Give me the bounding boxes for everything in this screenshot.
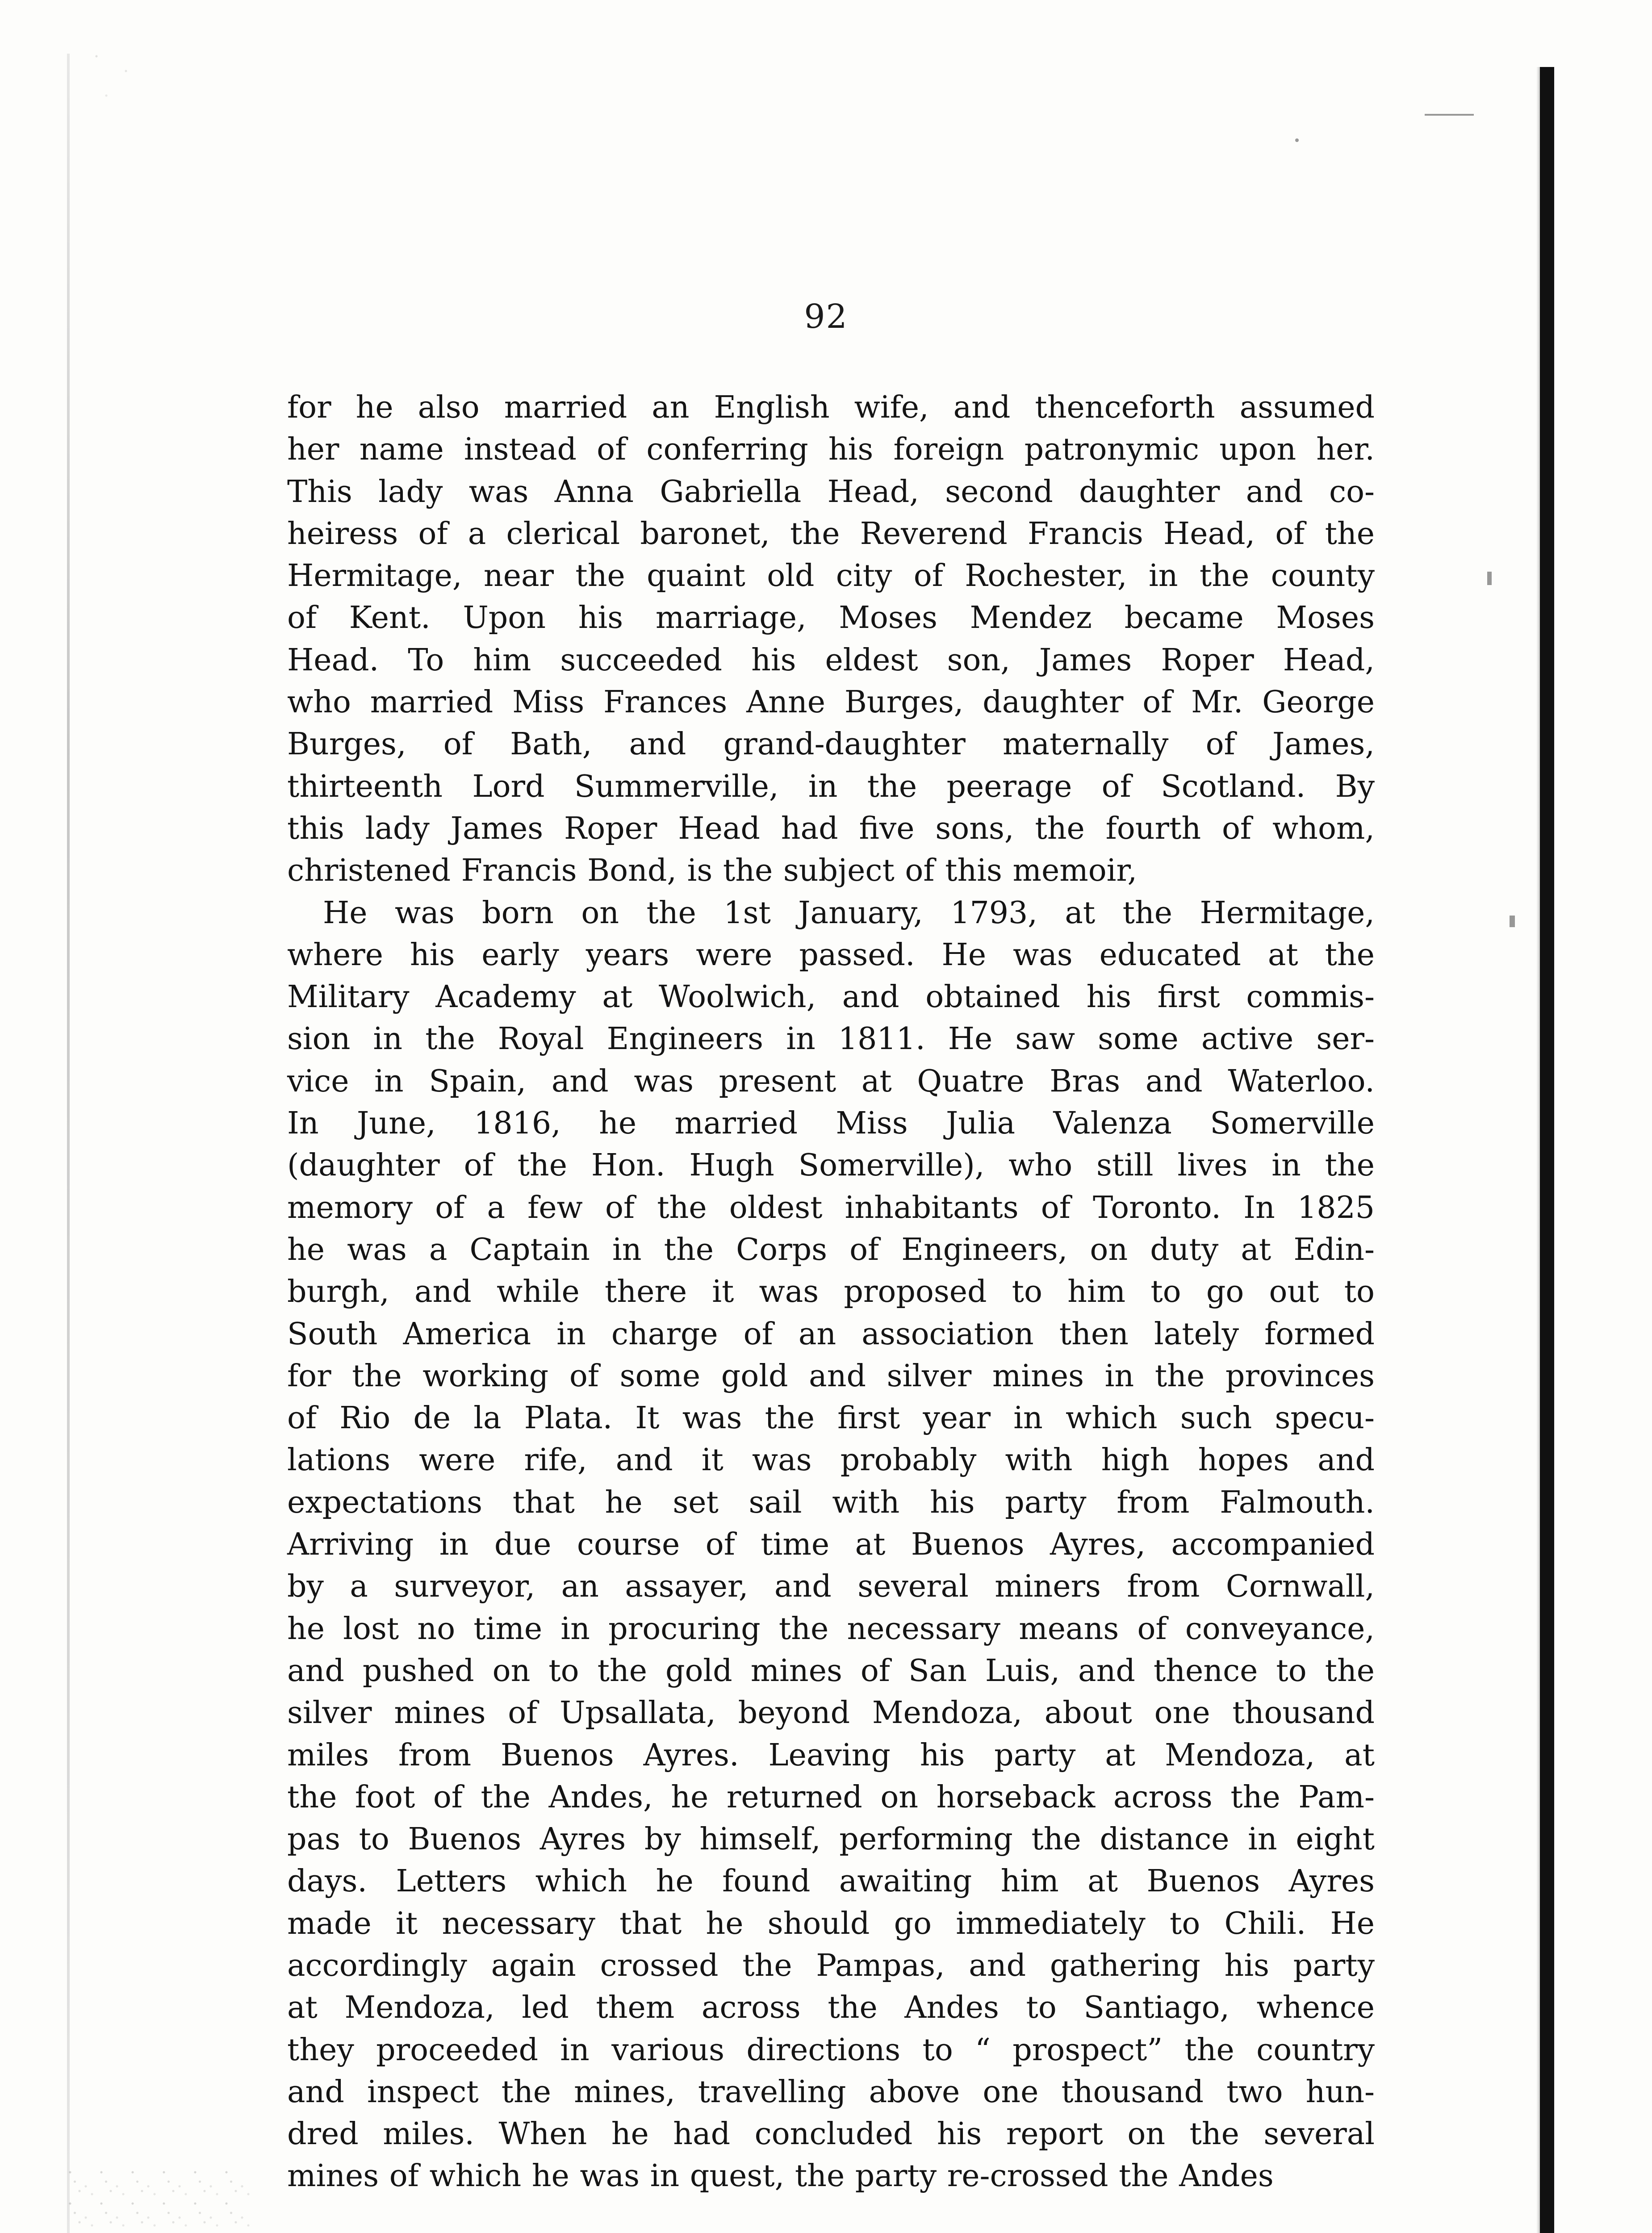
text-line: This lady was Anna Gabriella Head, second daughter and co- <box>287 474 1375 510</box>
text-line: He was born on the 1st January, 1793, at the Hermitage, <box>323 895 1375 931</box>
text-line: dred miles. When he had concluded his report on the several <box>287 2116 1375 2152</box>
scan-mark <box>1425 114 1474 116</box>
text-line: miles from Buenos Ayres. Leaving his party at Mendoza, at <box>287 1737 1375 1773</box>
text-line: Head. To him succeeded his eldest son, James Roper Head, <box>287 642 1375 678</box>
scan-mark <box>1295 138 1299 142</box>
text-line: he was a Captain in the Corps of Engineers, on duty at Edin- <box>287 1232 1375 1267</box>
text-line: who married Miss Frances Anne Burges, daughter of Mr. George <box>287 685 1375 720</box>
text-line: pas to Buenos Ayres by himself, performing the distance in eight <box>287 1822 1375 1857</box>
scan-speckle-bottom-left <box>67 2166 255 2233</box>
text-line: where his early years were passed. He was educated at the <box>287 937 1375 973</box>
text-line: made it necessary that he should go immediately to Chili. He <box>287 1906 1375 1941</box>
text-line: lations were rife, and it was probably with high hopes and <box>287 1443 1375 1478</box>
text-line: Military Academy at Woolwich, and obtained his first commis- <box>287 979 1375 1015</box>
page-number: 92 <box>804 297 848 336</box>
text-line: they proceeded in various directions to “ prospect” the country <box>287 2032 1375 2068</box>
text-line: this lady James Roper Head had five sons, the fourth of whom, <box>287 811 1375 846</box>
text-line: her name instead of conferring his foreign patronymic upon her. <box>287 432 1375 468</box>
text-line: and pushed on to the gold mines of San Luis, and thence to the <box>287 1653 1375 1689</box>
text-line: Hermitage, near the quaint old city of Rochester, in the county <box>287 558 1375 594</box>
text-line: In June, 1816, he married Miss Julia Valenza Somerville <box>287 1106 1375 1142</box>
right-margin-bar <box>1540 67 1554 2233</box>
text-line: accordingly again crossed the Pampas, and gathering his party <box>287 1948 1375 1983</box>
text-line: mines of which he was in quest, the party re-crossed the Andes <box>287 2158 1274 2194</box>
text-line: burgh, and while there it was proposed to him to go out to <box>287 1274 1375 1310</box>
text-line: the foot of the Andes, he returned on horseback across the Pam- <box>287 1779 1375 1815</box>
scan-speckle-top <box>67 27 165 125</box>
text-line: and inspect the mines, travelling above one thousand two hun- <box>287 2074 1375 2110</box>
text-line: by a surveyor, an assayer, and several miners from Cornwall, <box>287 1569 1375 1605</box>
text-line: christened Francis Bond, is the subject of this memoir, <box>287 853 1138 889</box>
text-line: days. Letters which he found awaiting him at Buenos Ayres <box>287 1864 1375 1899</box>
text-line: he lost no time in procuring the necessary means of conveyance, <box>287 1611 1375 1647</box>
text-line: (daughter of the Hon. Hugh Somerville), who still lives in the <box>287 1148 1375 1183</box>
text-line: for the working of some gold and silver mines in the provinces <box>287 1358 1375 1394</box>
text-line: sion in the Royal Engineers in 1811. He saw some active ser- <box>287 1021 1375 1057</box>
body-text <box>287 387 1375 2198</box>
text-line: at Mendoza, led them across the Andes to Santiago, whence <box>287 1990 1375 2026</box>
scan-mark <box>1510 916 1515 927</box>
scan-mark <box>1487 572 1492 585</box>
text-line: vice in Spain, and was present at Quatre Bras and Waterloo. <box>287 1063 1375 1099</box>
text-line: heiress of a clerical baronet, the Reverend Francis Head, of the <box>287 516 1375 552</box>
text-line: memory of a few of the oldest inhabitants of Toronto. In 1825 <box>287 1190 1375 1225</box>
text-line: expectations that he set sail with his party from Falmouth. <box>287 1484 1375 1520</box>
text-line: Burges, of Bath, and grand-daughter maternally of James, <box>287 727 1375 762</box>
text-line: South America in charge of an association then lately formed <box>287 1316 1375 1352</box>
text-line: for he also married an English wife, and thenceforth assumed <box>287 390 1375 425</box>
text-line: of Rio de la Plata. It was the first year in which such specu- <box>287 1401 1375 1436</box>
binding-edge-shadow <box>67 54 70 2233</box>
text-line: thirteenth Lord Summerville, in the peerage of Scotland. By <box>287 769 1375 804</box>
text-line: silver mines of Upsallata, beyond Mendoza, about one thousand <box>287 1695 1375 1731</box>
text-line: of Kent. Upon his marriage, Moses Mendez became Moses <box>287 600 1375 636</box>
text-line: Arriving in due course of time at Buenos Ayres, accompanied <box>287 1527 1375 1563</box>
